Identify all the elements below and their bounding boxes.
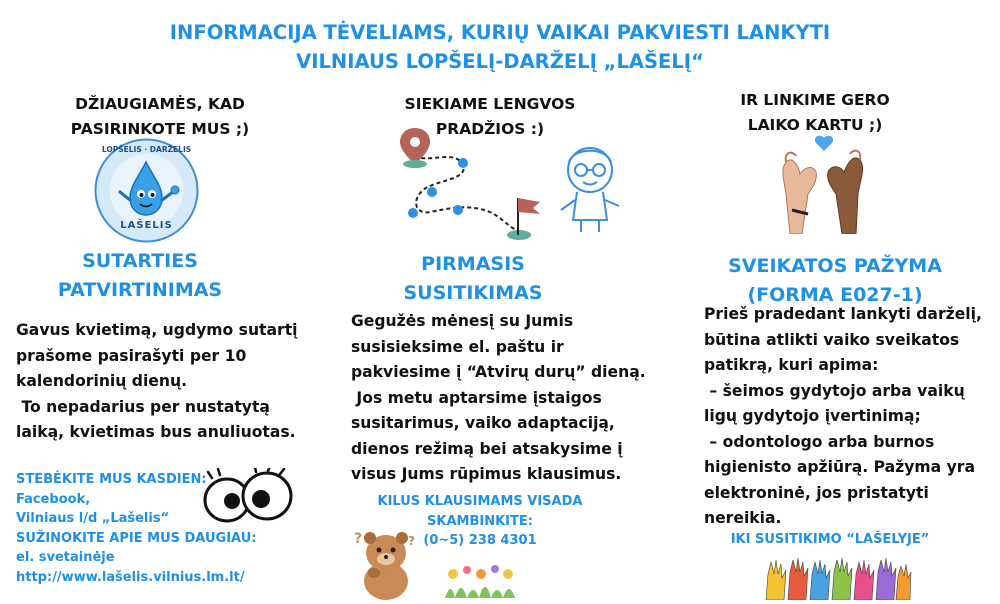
right-body-line: būtina atlikti vaiko sveikatos	[704, 330, 960, 349]
left-section-title	[20, 247, 260, 305]
flowers-strip	[445, 562, 515, 598]
right-body-line: – odontologo arba burnos	[704, 432, 935, 451]
map-route-illustration	[395, 120, 555, 245]
bear-thinking-illustration	[350, 525, 420, 600]
middle-body-line: visus Jums rūpimus klausimus.	[351, 465, 622, 483]
title-line-1: INFORMACIJA TĖVELIAMS, KURIŲ VAIKAI PAKVIESTI LANKYTI	[169, 21, 831, 44]
right-body-line: – šeimos gydytojo arba vaikų	[704, 381, 965, 400]
footer-middle-line: SKAMBINKITE:	[427, 513, 533, 529]
svg-text:?: ?	[408, 534, 415, 548]
logo-text-top: LOPŠELIS · DARŽELIS	[101, 145, 192, 154]
left-body-line: laiką, kvietimas bus anuliuotas.	[16, 423, 296, 441]
right-section-line-1: SVEIKATOS PAŽYMA	[728, 255, 942, 277]
middle-body-line: dienos režimą bei atsakysime į	[351, 439, 623, 458]
footer-left-line: Facebook,	[16, 491, 91, 507]
footer-left-line: STEBĖKITE MUS KASDIEN:	[16, 472, 207, 487]
right-body-line: ligų gydytojo įvertinimą;	[704, 407, 921, 425]
left-body-line: prašome pasirašyti per 10	[16, 346, 247, 365]
right-body-line: elektroninė, jos pristatyti	[704, 483, 929, 502]
footer-left-line: SUŽINOKITE APIE MUS DAUGIAU:	[16, 530, 257, 546]
middle-header-line-2: PRADŽIOS :)	[435, 120, 545, 138]
middle-body	[351, 309, 646, 488]
right-body-line: nereikia.	[704, 509, 782, 527]
left-header-line-2: PASIRINKOTE MUS ;)	[70, 120, 250, 138]
right-section-line-2: (FORMA E027-1)	[747, 284, 923, 306]
logo-text-bottom: LAŠELIS	[120, 220, 173, 231]
page-title	[0, 18, 1000, 76]
svg-text:?: ?	[354, 531, 363, 547]
left-body	[16, 318, 298, 446]
right-header-line-2: LAIKO KARTU ;)	[747, 116, 883, 134]
left-header	[40, 92, 280, 142]
right-body-line: higienisto apžiūrą. Pažyma yra	[704, 458, 975, 476]
middle-body-line: Jos metu aptarsime įstaigos	[351, 388, 602, 407]
website-link[interactable]: http://www.lašelis.vilnius.lm.lt/	[16, 569, 245, 585]
footer-middle-line: KILUS KLAUSIMAMS VISADA	[377, 494, 583, 509]
logo-badge	[94, 138, 199, 243]
title-line-2: VILNIAUS LOPŠELĮ-DARŽELĮ „LAŠELĮ“	[296, 50, 704, 73]
child-doodle	[555, 140, 625, 235]
footer-left-line: Vilniaus l/d „Lašelis“	[16, 511, 170, 526]
right-body	[704, 302, 982, 532]
googly-eyes	[200, 468, 295, 528]
middle-body-line: Gegužės mėnesį su Jumis	[351, 312, 574, 330]
phone-number[interactable]: (0~5) 238 4301	[423, 533, 537, 548]
middle-section-title	[358, 250, 588, 308]
left-section-line-2: PATVIRTINIMAS	[57, 279, 223, 301]
right-header	[700, 88, 930, 138]
left-header-line-1: DŽIAUGIAMĖS, KAD	[75, 95, 245, 113]
left-body-line: kalendorinių dienų.	[16, 372, 188, 390]
right-header-line-1: IR LINKIME GERO	[740, 91, 890, 109]
middle-header-line-1: SIEKIAME LENGVOS	[404, 95, 576, 113]
left-body-line: Gavus kvietimą, ugdymo sutartį	[16, 321, 298, 339]
left-body-line: To nepadarius per nustatytą	[16, 397, 270, 416]
middle-section-line-2: SUSITIKIMAS	[403, 282, 543, 304]
left-section-line-1: SUTARTIES	[82, 250, 198, 272]
colorful-hands-strip	[762, 556, 912, 600]
right-footer: IKI SUSITIKIMO “LAŠELYJE”	[730, 532, 930, 547]
middle-body-line: susisieksime el. paštu ir	[351, 337, 564, 356]
heart-hands-illustration	[772, 134, 872, 234]
middle-body-line: pakviesime į “Atvirų durų” dieną.	[351, 363, 646, 381]
middle-section-line-1: PIRMASIS	[421, 253, 525, 275]
right-body-line: Prieš pradedant lankyti darželį,	[704, 305, 982, 323]
footer-left-line: el. svetainėje	[16, 550, 115, 565]
right-body-line: patikrą, kuri apima:	[704, 356, 879, 374]
middle-body-line: susitarimus, vaiko adaptaciją,	[351, 414, 615, 432]
